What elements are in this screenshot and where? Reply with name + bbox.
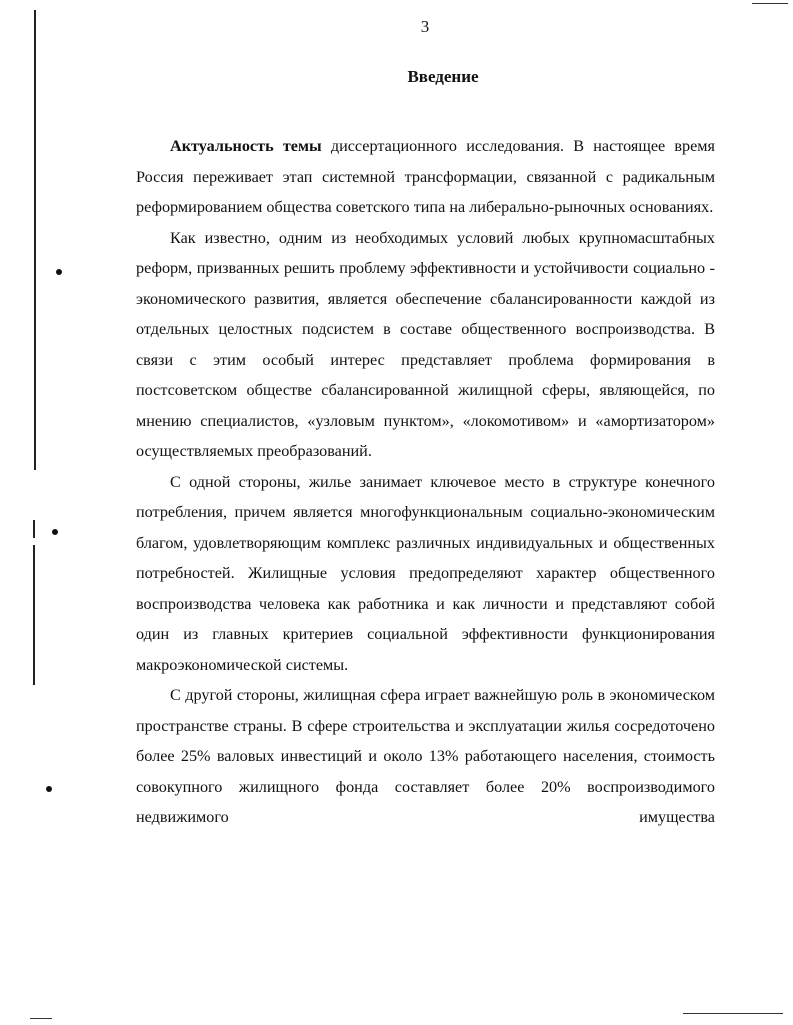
left-margin-tick bbox=[33, 520, 35, 538]
body-text bbox=[136, 131, 715, 833]
corner-mark bbox=[30, 1018, 52, 1019]
paragraph-text: Как известно, одним из необходимых условий любых крупномасштабных реформ, призванных решить проблему эффективности и устойчивости социально - экономического развития, является обеспечение сбалансированности каждой из отдельных целостных подсистем в составе общественного воспроизводства. В связи с этим особый интерес представляет проблема формирования в постсоветском обществе сбалансированной жилищной сферы, являющейся, по мнению специалистов, «узловым пунктом», «локомотивом» и «амортизатором» осуществляемых преобразований. bbox=[136, 228, 715, 460]
paragraph bbox=[136, 467, 715, 681]
left-margin-line-lower bbox=[33, 545, 35, 685]
paragraph bbox=[136, 131, 715, 223]
scan-dot bbox=[46, 786, 52, 792]
paragraph-text: диссертационного исследования. В настоящее время Россия переживает этап системной трансформации, связанной с радикальным реформированием общества советского типа на либерально-рыночных основаниях. bbox=[136, 137, 715, 216]
page-number: 3 bbox=[420, 17, 430, 36]
page-title: Введение bbox=[407, 67, 479, 86]
paragraph bbox=[136, 223, 715, 467]
corner-mark bbox=[683, 1013, 783, 1014]
scan-dot bbox=[56, 269, 62, 275]
paragraph-text: С другой стороны, жилищная сфера играет важнейшую роль в экономическом пространстве страны. В сфере строительства и эксплуатации жилья сосредоточено более 25% валовых инвестиций и около 13% работающего населения, стоимость совокупного жилищного фонда составляет более 20% воспроизводимого недвижимого имущества bbox=[136, 686, 715, 826]
paragraph bbox=[136, 680, 715, 833]
corner-mark bbox=[752, 3, 788, 4]
scan-dot bbox=[52, 529, 58, 535]
paragraph-lead: Актуальность темы bbox=[170, 137, 322, 155]
paragraph-text: С одной стороны, жилье занимает ключевое место в структуре конечного потребления, причем является многофункциональным социально-экономическим благом, удовлетворяющим комплекс различных индивидуальных и общественных потребностей. Жилищные условия предопределяют характер общественного воспроизводства человека как работника и как личности и представляют собой один из главных критериев социальной эффективности функционирования макроэкономической системы. bbox=[136, 472, 715, 674]
